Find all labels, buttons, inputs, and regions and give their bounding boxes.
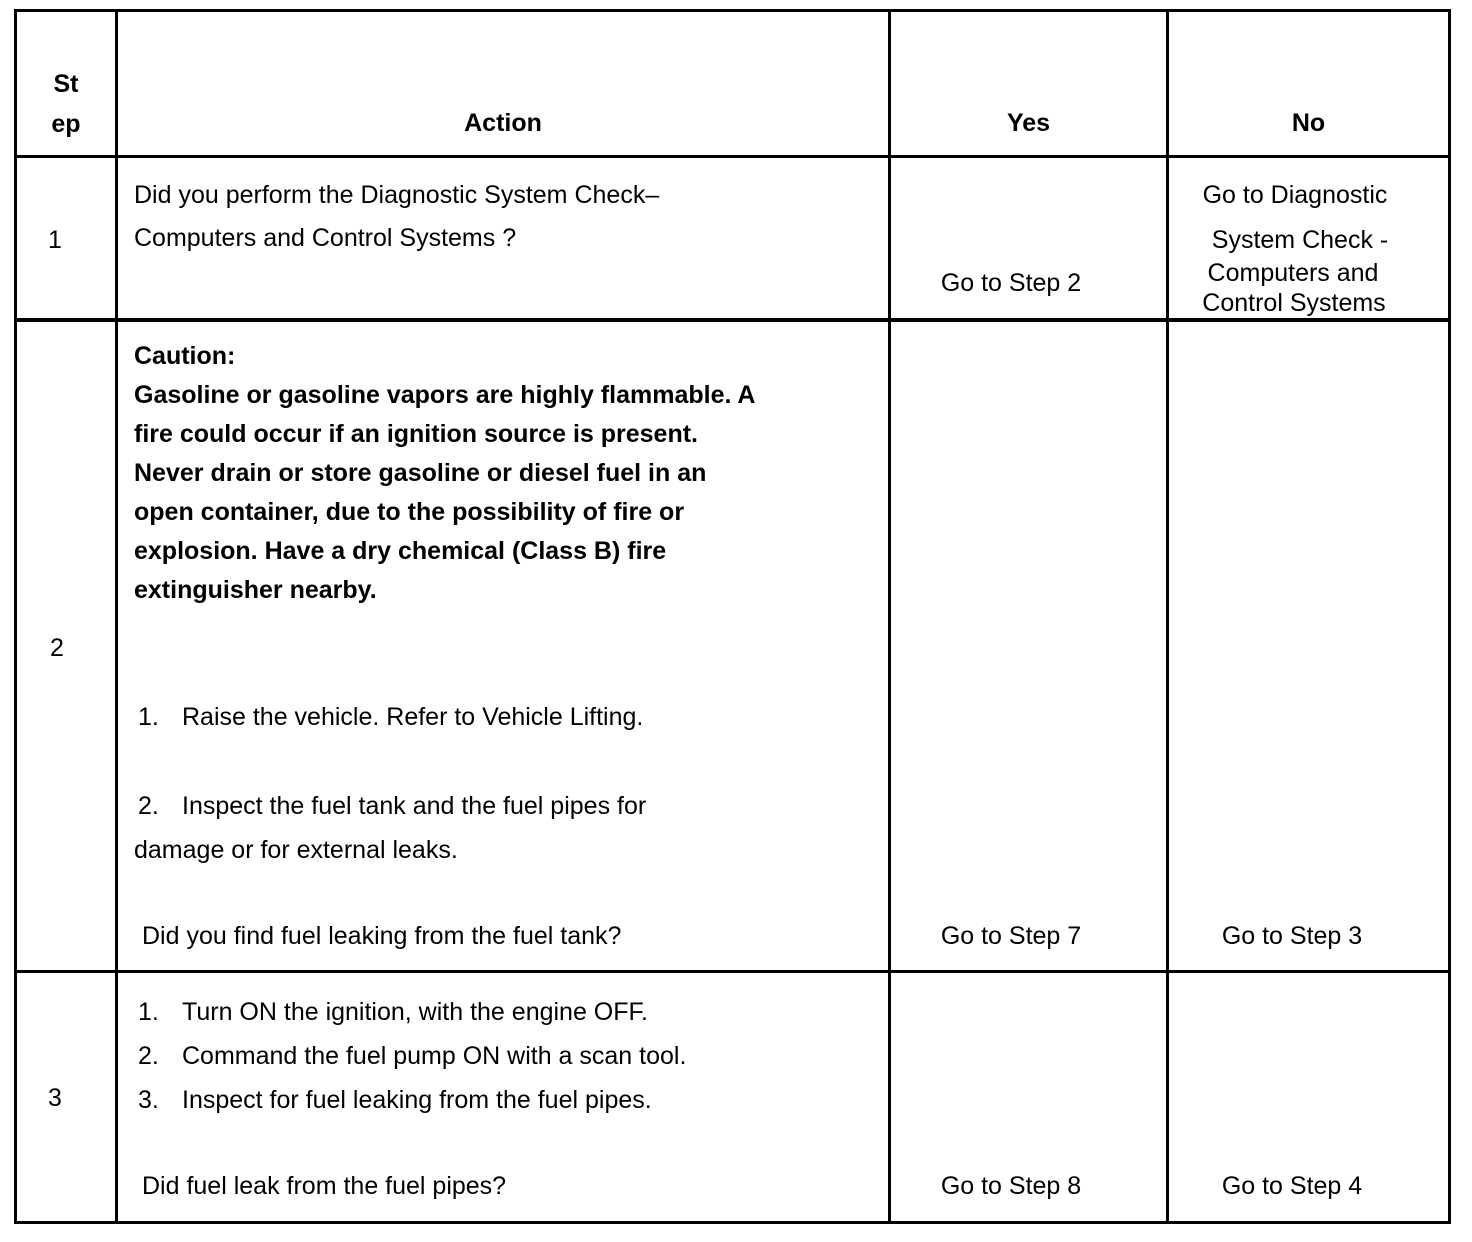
list-item-text: Turn ON the ignition, with the engine OFF.	[182, 998, 648, 1026]
caution-line: extinguisher nearby.	[134, 576, 377, 604]
border-left	[14, 9, 17, 1224]
step-number: 1	[48, 226, 62, 254]
yes-action: Go to Step 7	[940, 922, 1082, 950]
border-row1-bottom	[14, 318, 1451, 322]
caution-line: Never drain or store gasoline or diesel fuel in an	[134, 459, 707, 487]
no-action-line: Control Systems	[1202, 289, 1386, 317]
list-item-number: 3.	[138, 1086, 159, 1114]
header-no: No	[1291, 109, 1326, 137]
border-step-action	[115, 9, 118, 1224]
list-item-text: Command the fuel pump ON with a scan tool.	[182, 1042, 687, 1070]
list-item-text: Inspect for fuel leaking from the fuel pipes.	[182, 1086, 652, 1114]
list-item-text: Raise the vehicle. Refer to Vehicle Lifting.	[182, 703, 644, 731]
no-action-line: System Check -	[1211, 226, 1389, 254]
border-top	[14, 9, 1451, 12]
border-action-yes	[888, 9, 891, 1224]
no-action: Go to Step 3	[1221, 922, 1363, 950]
caution-line: fire could occur if an ignition source is present.	[134, 420, 698, 448]
header-step-line1: St	[53, 70, 79, 98]
no-action: Go to Step 4	[1221, 1172, 1363, 1200]
header-step-line2: ep	[51, 110, 81, 138]
yes-action: Go to Step 2	[940, 269, 1082, 297]
caution-title: Caution:	[134, 342, 236, 370]
action-text-line: Computers and Control Systems ?	[134, 224, 517, 252]
list-item-number: 1.	[138, 703, 159, 731]
border-header-bottom	[14, 155, 1451, 158]
question-text: Did you find fuel leaking from the fuel tank?	[142, 922, 622, 950]
question-text: Did fuel leak from the fuel pipes?	[142, 1172, 507, 1200]
list-item-number: 2.	[138, 792, 159, 820]
list-item-text: Inspect the fuel tank and the fuel pipes for	[182, 792, 647, 820]
border-row2-bottom	[14, 970, 1451, 973]
border-bottom	[14, 1221, 1451, 1224]
header-action: Action	[464, 109, 542, 137]
step-number: 3	[48, 1084, 62, 1112]
list-item-number: 1.	[138, 998, 159, 1026]
no-action-line: Go to Diagnostic	[1202, 181, 1388, 209]
header-yes: Yes	[1006, 109, 1051, 137]
list-item-number: 2.	[138, 1042, 159, 1070]
step-number: 2	[50, 634, 64, 662]
no-action-line: Computers and	[1207, 259, 1379, 287]
yes-action: Go to Step 8	[940, 1172, 1082, 1200]
caution-line: open container, due to the possibility of fire or	[134, 498, 685, 526]
action-text-line: Did you perform the Diagnostic System Check–	[134, 181, 660, 209]
caution-line: Gasoline or gasoline vapors are highly flammable. A	[134, 381, 756, 409]
border-right	[1448, 9, 1451, 1224]
caution-line: explosion. Have a dry chemical (Class B) fire	[134, 537, 667, 565]
list-item-continuation: damage or for external leaks.	[134, 836, 458, 864]
